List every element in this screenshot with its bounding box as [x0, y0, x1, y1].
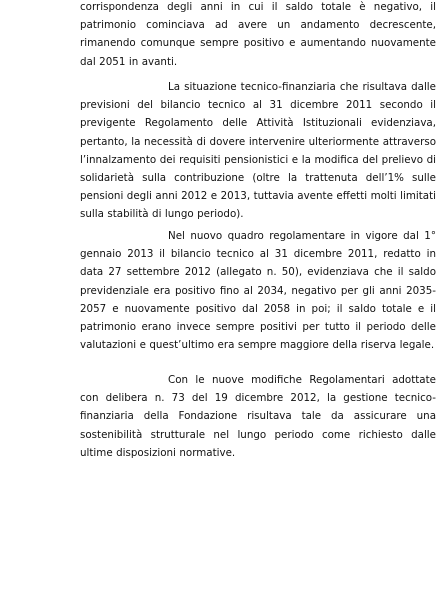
- paragraph-nuove-modifiche: Con le nuove modifiche Regolamentari adottate con delibera n. 73 del 19 dicembre 2012, la gestione tecnico-finanziaria della Fondazione risultava tale da assicurare una sostenibilità strutturale nel lungo periodo come richiesto dalle ultime disposizioni normative.: [80, 374, 436, 459]
- paragraph-nuovo-quadro-regolamentare: Nel nuovo quadro regolamentare in vigore dal 1° gennaio 2013 il bilancio tecnico al 31 dicembre 2011, redatto in data 27 settembre 2012 (allegato n. 50), evidenziava che il saldo previdenziale era positivo fino al 2034, negativo per gli anni 2035-2057 e nuovamente positivo dal 2058 in poi; il saldo totale e il patrimonio erano invece sempre positivi per tutto il periodo delle valutazioni e quest’ultimo era sempre maggiore della riserva legale.: [80, 230, 436, 352]
- paragraph-patrimonio: corrispondenza degli anni in cui il saldo totale è negativo, il patrimonio cominciava ad avere un andamento decrescente, rimanendo comunque sempre positivo e aumentando nuovamente dal 2051 in avanti.: [80, 1, 436, 68]
- paragraph-situazione-tecnico-finanziaria: La situazione tecnico-finanziaria che risultava dalle previsioni del bilancio tecnico al 31 dicembre 2011 secondo il previgente Regolamento delle Attività Istituzionali evidenziava, pertanto, la necessità di dovere intervenire ulteriormente attraverso l’innalzamento dei requisiti pensionistici e la modifica del prelievo di solidarietà sulla contribuzione (oltre la trattenuta dell’1% sulle pensioni degli anni 2012 e 2013, tuttavia avente effetti molti limitati sulla stabilità di lungo periodo).: [80, 81, 436, 221]
